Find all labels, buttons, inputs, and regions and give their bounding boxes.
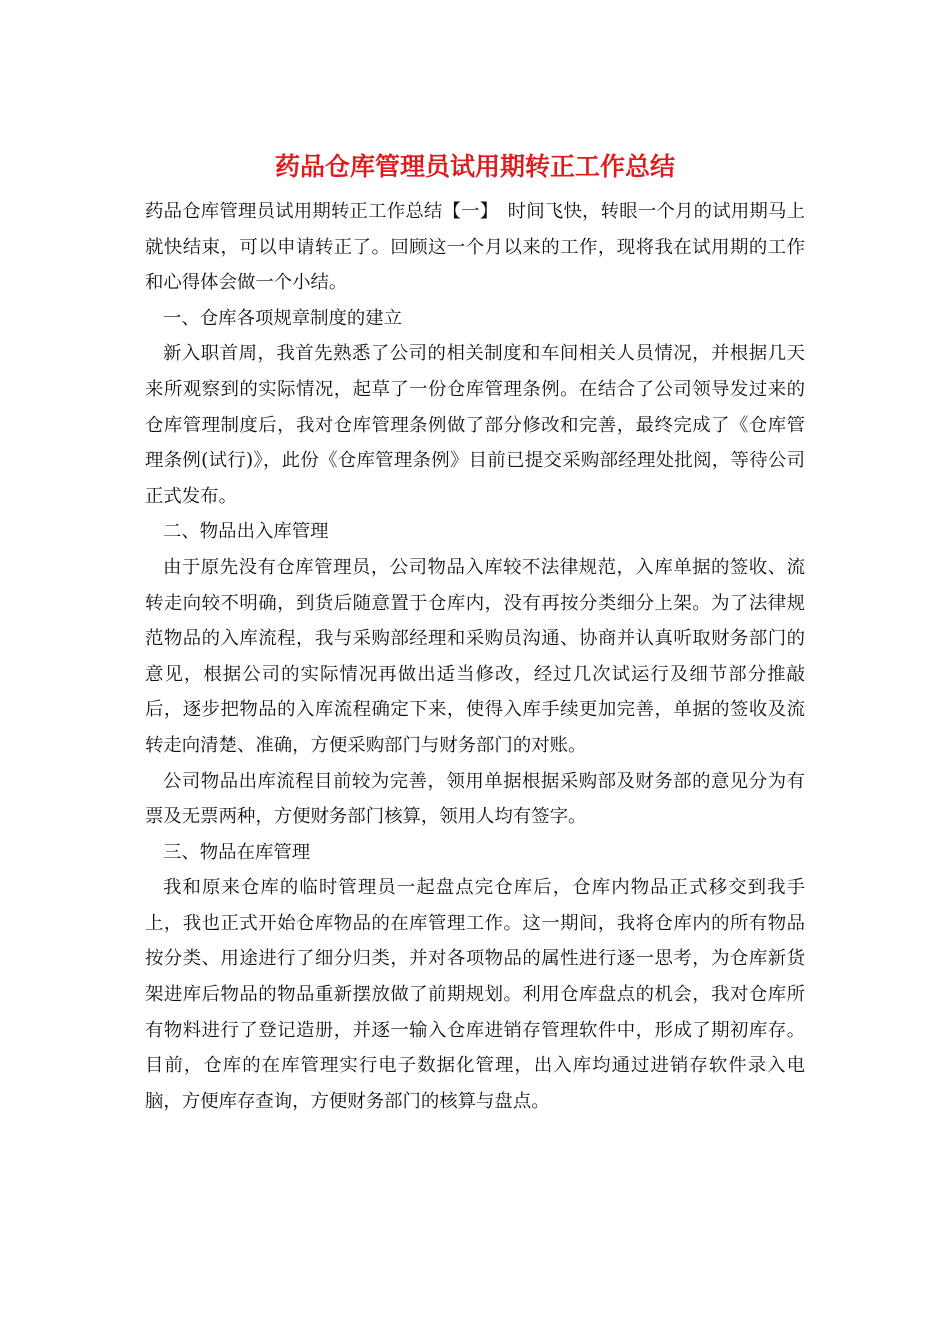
section-3-paragraph: 我和原来仓库的临时管理员一起盘点完仓库后，仓库内物品正式移交到我手上，我也正式开始仓库物品的在库管理工作。这一期间，我将仓库内的所有物品按分类、用途进行了细分归类，并对各项物品的属性进行逐一思考，为仓库新货架进库后物品的物品重新摆放做了前期规划。利用仓库盘点的机会，我对仓库所有物料进行了登记造册，并逐一输入仓库进销存管理软件中，形成了期初库存。目前，仓库的在库管理实行电子数据化管理，出入库均通过进销存软件录入电脑，方便库存查询，方便财务部门的核算与盘点。 xyxy=(145,877,805,1112)
section-1-paragraph: 新入职首周，我首先熟悉了公司的相关制度和车间相关人员情况，并根据几天来所观察到的实际情况，起草了一份仓库管理条例。在结合了公司领导发过来的仓库管理制度后，我对仓库管理条例做了部分修改和完善，最终完成了《仓库管理条例(试行)》，此份《仓库管理条例》目前已提交采购部经理处批阅，等待公司正式发布。 xyxy=(145,343,805,507)
document-title: 药品仓库管理员试用期转正工作总结 xyxy=(274,152,675,181)
section-heading-1: 一、仓库各项规章制度的建立 xyxy=(163,307,403,329)
intro-paragraph: 药品仓库管理员试用期转正工作总结【一】 时间飞快，转眼一个月的试用期马上就快结束，可以申请转正了。回顾这一个月以来的工作，现将我在试用期的工作和心得体会做一个小结。 xyxy=(145,201,805,294)
document-body xyxy=(145,194,805,1119)
section-heading-2: 二、物品出入库管理 xyxy=(163,521,329,543)
section-2-paragraph-2: 公司物品出库流程目前较为完善，领用单据根据采购部及财务部的意见分为有票及无票两种，方便财务部门核算，领用人均有签字。 xyxy=(145,770,805,828)
section-heading-3: 三、物品在库管理 xyxy=(163,841,311,863)
section-2-paragraph-1: 由于原先没有仓库管理员，公司物品入库较不法律规范，入库单据的签收、流转走向较不明确，到货后随意置于仓库内，没有再按分类细分上架。为了法律规范物品的入库流程，我与采购部经理和采购员沟通、协商并认真听取财务部门的意见，根据公司的实际情况再做出适当修改，经过几次试运行及细节部分推敲后，逐步把物品的入库流程确定下来，使得入库手续更加完善，单据的签收及流转走向清楚、准确，方便采购部门与财务部门的对账。 xyxy=(145,556,805,756)
